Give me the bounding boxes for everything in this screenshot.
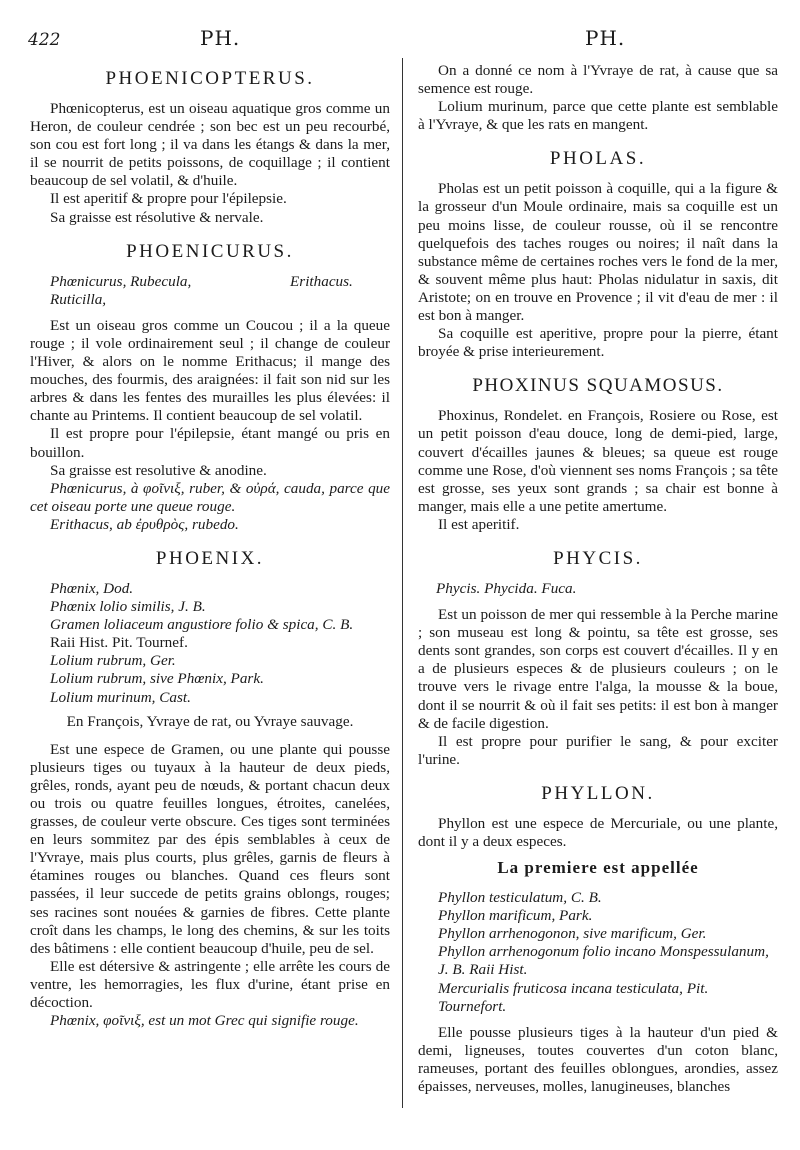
synonym: Phyllon arrhenogonon, sive marificum, Ger.: [438, 925, 707, 943]
synonym: Phycis. Phycida. Fuca.: [436, 579, 577, 597]
right-column: [418, 62, 778, 1096]
synonym: Phœnicurus, Rubecula,: [50, 272, 192, 290]
synonym-row: [50, 273, 390, 291]
paragraph: Il est aperitif & propre pour l'épilepsie.: [50, 190, 287, 208]
entry-heading-phoenicopterus: PHOENICOPTERUS.: [105, 68, 315, 89]
paragraph: Phœnix, φοῖνιξ, est un mot Grec qui signifie rouge.: [50, 1012, 359, 1030]
synonym: Lolium rubrum, Ger.: [50, 652, 176, 670]
paragraph: On a donné ce nom à l'Yvraye de rat, à cause que sa semence est rouge.: [418, 62, 778, 98]
column-divider: [402, 58, 403, 1108]
running-head-left: PH.: [200, 26, 241, 50]
paragraph: Lolium murinum, parce que cette plante est semblable à l'Yvraye, & que les rats en mangent.: [418, 98, 778, 134]
entry-heading-phoenix: PHOENIX.: [155, 547, 265, 569]
french-name: En François, Yvraye de rat, ou Yvraye sauvage.: [66, 712, 354, 730]
paragraph: Phoxinus, Rondelet. en François, Rosiere ou Rose, est un petit poisson d'eau douce, long de demi-pied, large, couvert d'écailles jaunes & bleues; sa queue est rouge comme une Rose, d'où viennent ses noms François ; sa tête est grosse, ses yeux sont grands ; sa chair est bonne à manger, mais elle a une petite amertume.: [418, 407, 778, 515]
synonym: Phyllon testiculatum, C. B.: [438, 889, 602, 907]
entry-heading-phycis: PHYCIS.: [553, 547, 643, 569]
paragraph: Pholas est un petit poisson à coquille, qui a la figure & la grosseur d'un Moule ordinaire, mais sa coquille est un peu moins lisse, de couleur rousse, où il se rencontre quelquefois des taches rouges ou noires; il naît dans la substance même de certaines roches vers le fond de la mer, & souvent même plus haut: Pholas nidulatur in saxis, dit Aristote; on en trouve en Provence ; il vit d'eau de mer : il est bon à manger.: [418, 180, 778, 325]
synonym: Gramen loliaceum angustiore folio & spica, C. B.: [50, 616, 354, 634]
page-number: 422: [28, 30, 61, 50]
paragraph: Est un poisson de mer qui ressemble à la Perche marine ; son museau est long & pointu, sa tête est grosse, ses dents sont grandes, son corps est couvert d'écailles. Il y en a de plusieurs especes & de plusieurs couleurs ; on le trouve vers le rivage entre l'alga, la mousse & la boue, dont il se nourrit & où il fait ses petits: il est bon à manger & de facile digestion.: [418, 606, 778, 732]
synonym: Lolium rubrum, sive Phœnix, Park.: [50, 670, 264, 688]
paragraph: Est un oiseau gros comme un Coucou ; il a la queue rouge ; il vole ordinairement seul ; il change de couleur l'Hiver, & alors on le nomme Erithacus; il mange des mouches, des fourmis, des araignées: il fait son nid sur les arbres & dans les fentes des murailles les plus élevées: il chante au Printems. Il contient beaucoup de sel volatil.: [30, 316, 390, 425]
synonym: Phyllon arrhenogonum folio incano Monspessulanum, J. B. Raii Hist.: [438, 943, 769, 979]
synonym: Mercurialis fruticosa incana testiculata, Pit. Tournefort.: [438, 979, 709, 1015]
paragraph: Est une espece de Gramen, ou une plante qui pousse plusieurs tiges ou tuyaux à la hauteur de deux pieds, grêles, ronds, ayant peu de nœuds, & portant chacun deux ou trois ou quatre feuilles longues, étroites, canelées, grasses, de couleur verte obscure. Ces tiges sont terminées en leurs sommitez par des épis semblables à ceux de l'Yvraye, mais plus courts, plus grêles, garnis de fleurs à étamines rouges ou blanches. Quand ces fleurs sont passées, il leur succede de petits grains oblongs, rouges; ses racines sont nouées & garnies de fibres. Cette plante croît dans les champs, le long des chemins, & sur les toits des bâtimens : elle contient beaucoup d'huile, peu de sel.: [30, 740, 390, 957]
paragraph: Elle pousse plusieurs tiges à la hauteur d'un pied & demi, ligneuses, toutes couvertes d'un coton blanc, rameuses, portant des feuilles oblongues, arondies, assez épaisses, nerveuses, molles, lanugineuses, blanches: [418, 1023, 778, 1096]
paragraph: Phyllon est une espece de Mercuriale, ou une plante, dont il y a deux especes.: [418, 814, 778, 850]
paragraph: Sa graisse est resolutive & anodine.: [50, 461, 267, 479]
paragraph: Phœnicurus, à φοῖνιξ, ruber, & οὐρά, cauda, parce que cet oiseau porte une queue rouge.: [30, 479, 390, 515]
entry-heading-phyllon: PHYLLON.: [541, 782, 655, 804]
synonym: Erithacus.: [290, 272, 353, 290]
synonym: Phyllon marificum, Park.: [438, 907, 593, 925]
synonym: Phœnix lolio similis, J. B.: [50, 598, 206, 616]
paragraph: Il est propre pour purifier le sang, & pour exciter l'urine.: [418, 732, 778, 768]
paragraph: Phœnicopterus, est un oiseau aquatique gros comme un Heron, de couleur cendrée ; son bec est un peu recourbé, son cou est fort long ; il va dans les étangs & dans la mer, il se nourrit de petits poissons, de coquillage ; il contient beaucoup de sel volatil, & d'huile.: [30, 100, 390, 190]
paragraph: Il est propre pour l'épilepsie, étant mangé ou pris en bouillon.: [30, 425, 390, 461]
subheading: La premiere est appellée: [497, 858, 699, 878]
paragraph: Sa coquille est aperitive, propre pour la pierre, étant broyée & prise interieurement.: [418, 325, 778, 361]
entry-heading-pholas: PHOLAS.: [549, 148, 647, 170]
running-head-right: PH.: [585, 26, 626, 50]
paragraph: Il est aperitif.: [438, 515, 520, 533]
paragraph: Sa graisse est résolutive & nervale.: [50, 208, 264, 226]
synonym: Lolium murinum, Cast.: [50, 688, 191, 706]
paragraph: Elle est détersive & astringente ; elle arrête les cours de ventre, les hemorragies, les flux d'urine, étant prise en décoction.: [30, 957, 390, 1012]
synonym: Ruticilla,: [50, 290, 107, 308]
synonym: Phœnix, Dod.: [50, 579, 134, 597]
entry-heading-phoxinus: PHOXINUS SQUAMOSUS.: [472, 375, 724, 397]
left-column: [30, 62, 390, 1030]
entry-heading-phoenicurus: PHOENICURUS.: [126, 240, 294, 262]
synonym: Raii Hist. Pit. Tournef.: [50, 634, 188, 652]
paragraph: Erithacus, ab ἐρυθρὸς, rubedo.: [50, 515, 239, 533]
